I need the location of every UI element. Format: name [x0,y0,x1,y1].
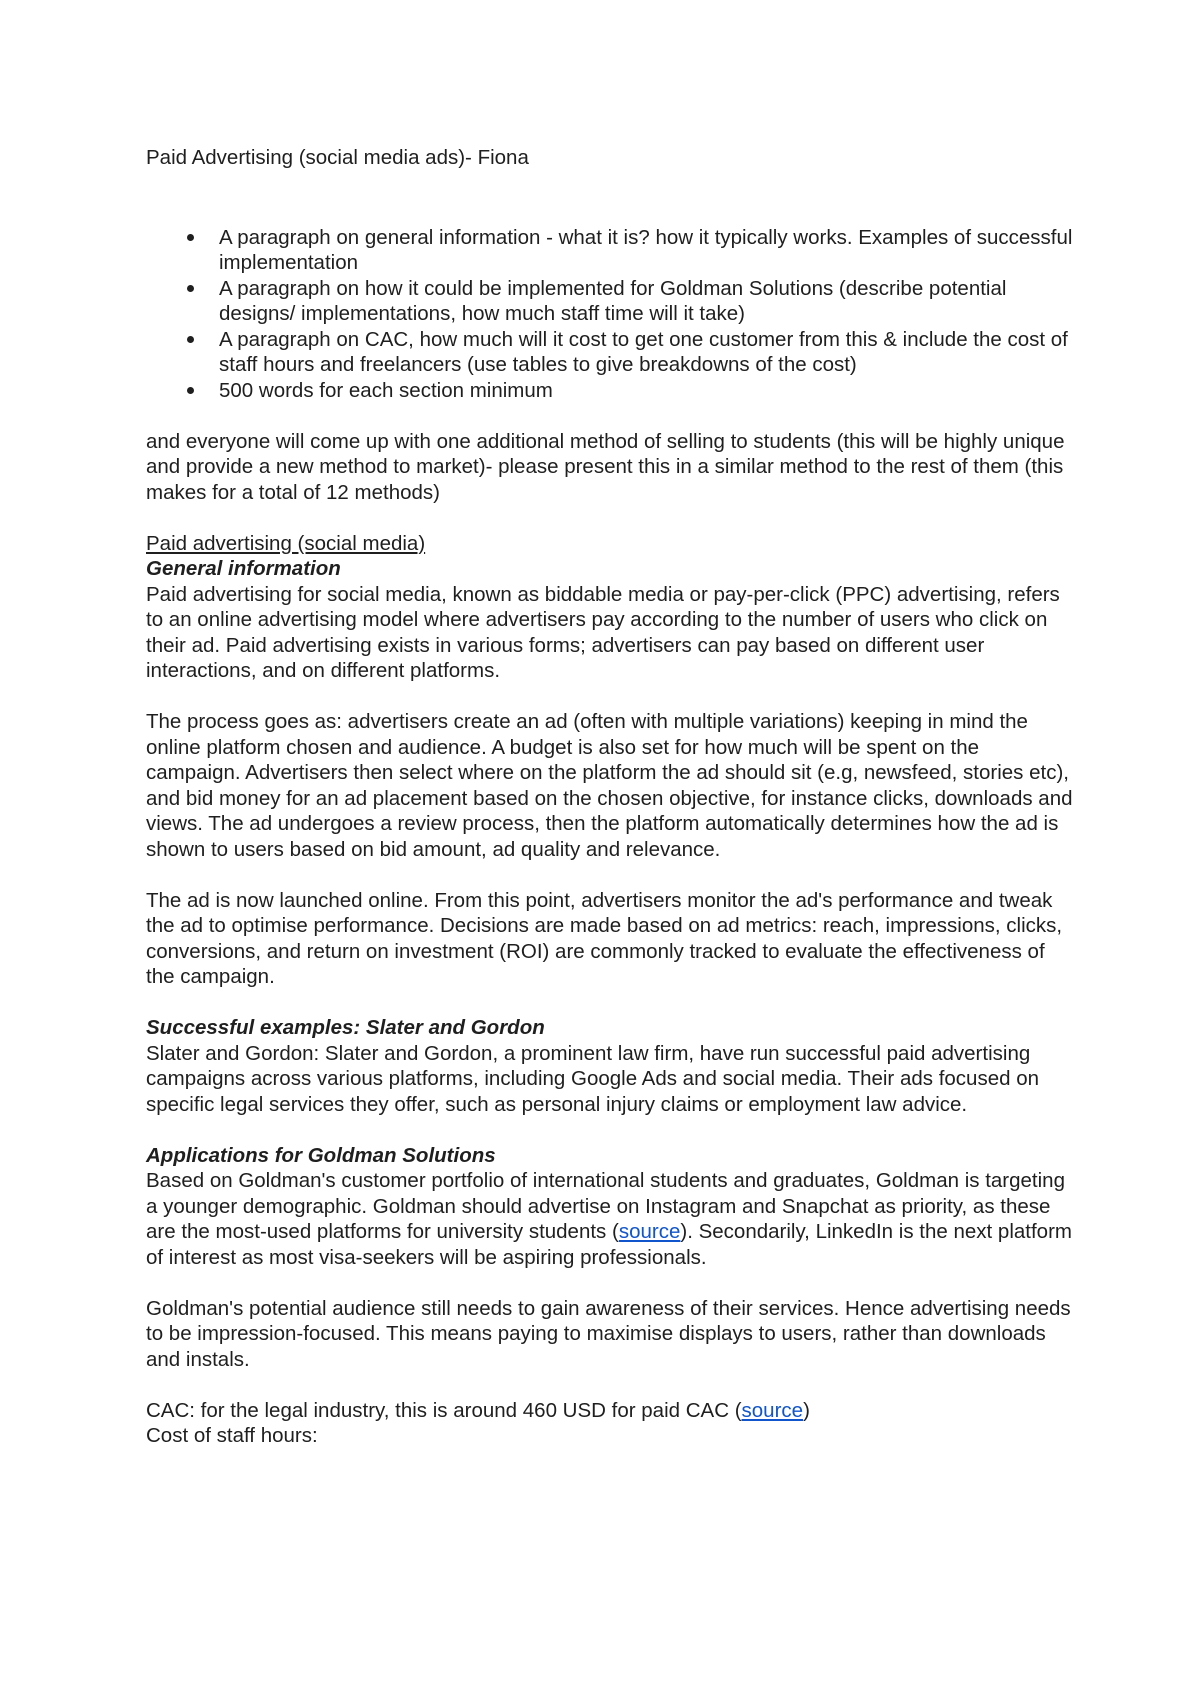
spacer [146,505,1076,531]
applications-paragraph-1 [146,1168,1076,1270]
task-list-item: A paragraph on CAC, how much will it cost to get one customer from this & include the cost of staff hours and freelancers (use tables to give breakdowns of the cost) [146,327,1076,378]
spacer [146,862,1076,888]
examples-paragraph: Slater and Gordon: Slater and Gordon, a prominent law firm, have run successful paid advertising campaigns across various platforms, including Google Ads and social media. Their ads focused on specific legal services they offer, such as personal injury claims or employment law advice. [146,1041,1039,1116]
intro-paragraph: and everyone will come up with one additional method of selling to students (this will be highly unique and provide a new method to market)- please present this in a similar method to the rest of them (this makes for a total of 12 methods) [146,429,1065,504]
task-list-item: 500 words for each section minimum [146,378,1076,404]
spacer [146,1270,1076,1296]
general-paragraph-1: Paid advertising for social media, known as biddable media or pay-per-click (PPC) advertising, refers to an online advertising model where advertisers pay according to the number of users who click on their ad. Paid advertising exists in various forms; advertisers can pay based on different user interactions, and on different platforms. [146,582,1060,682]
task-list-item: A paragraph on general information - what it is? how it typically works. Examples of successful implementation [146,225,1076,276]
general-paragraph-2: The process goes as: advertisers create an ad (often with multiple variations) keeping in mind the online platform chosen and audience. A budget is also set for how much will be spent on the campaign. Advertisers then select where on the platform the ad should sit (e.g, newsfeed, stories etc), and bid money for an ad placement based on the chosen objective, for instance clicks, downloads and views. The ad undergoes a review process, then the platform automatically determines how the ad is shown to users based on bid amount, ad quality and relevance. [146,710,1073,861]
task-list-item: A paragraph on how it could be implemented for Goldman Solutions (describe potential designs/ implementations, how much staff time will it take) [146,276,1076,327]
task-list [146,225,1076,404]
source-link[interactable]: source [618,1220,681,1243]
applications-text-before-link: Based on Goldman's customer portfolio of international students and graduates, Goldman is targeting a younger demographic. Goldman should advertise on Instagram and Snapchat as priority, as these are the most-used platforms for university students ( [146,1169,1065,1243]
general-information-heading: General information [146,557,341,580]
document-page [146,145,1076,1449]
applications-paragraph-2: Goldman's potential audience still needs to gain awareness of their services. Hence advertising needs to be impression-focused. This means paying to maximise displays to users, rather than downloads and instals. [146,1296,1071,1371]
cac-text-after-link: ) [803,1398,810,1422]
cac-line [146,1398,1076,1424]
applications-text-after-link: ). Secondarily, LinkedIn is the next platform of interest as most visa-seekers will be aspiring professionals. [146,1220,1072,1269]
applications-heading: Applications for Goldman Solutions [146,1143,496,1167]
spacer [146,403,1076,429]
spacer [146,990,1076,1016]
staff-hours-line: Cost of staff hours: [146,1424,318,1447]
general-paragraph-3: The ad is now launched online. From this point, advertisers monitor the ad's performance and tweak the ad to optimise performance. Decisions are made based on ad metrics: reach, impressions, clicks, conversions, and return on investment (ROI) are commonly tracked to evaluate the effectiveness of the campaign. [146,888,1063,988]
spacer [146,684,1076,710]
document-title: Paid Advertising (social media ads)- Fiona [146,146,529,169]
examples-heading: Successful examples: Slater and Gordon [146,1016,545,1039]
spacer [146,1117,1076,1143]
cac-source-link[interactable]: source [741,1398,804,1422]
cac-text-before-link: CAC: for the legal industry, this is around 460 USD for paid CAC ( [146,1398,742,1422]
spacer [146,1372,1076,1398]
section-heading: Paid advertising (social media) [146,531,426,555]
